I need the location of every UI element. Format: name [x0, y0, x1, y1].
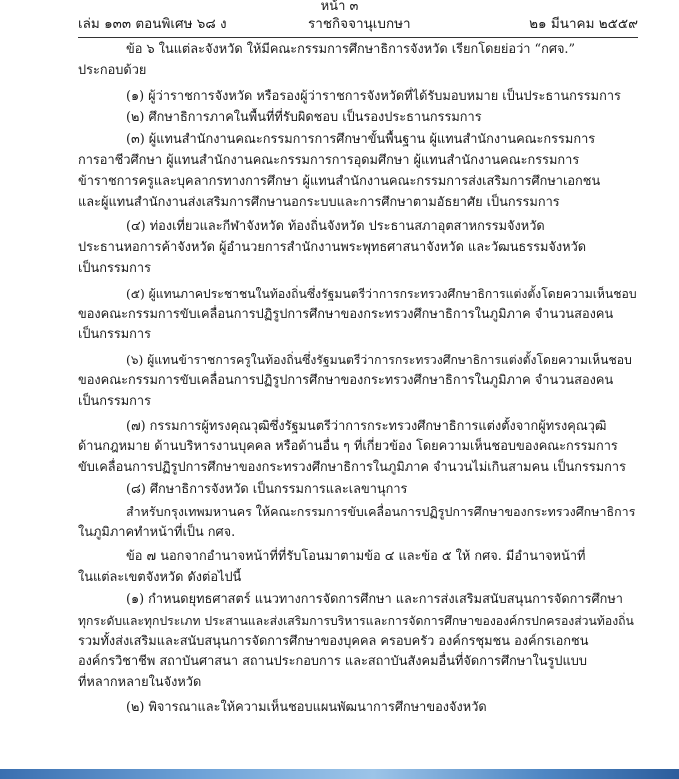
text-line-l6: การอาชีวศึกษา ผู้แทนสำนักงานคณะกรรมการการอุดมศึกษา ผู้แทนสำนักงานคณะกรรมการ: [78, 152, 580, 168]
text-line-l5: (๓) ผู้แทนสำนักงานคณะกรรมการการศึกษาขั้นพื้นฐาน ผู้แทนสำนักงานคณะกรรมการ: [126, 132, 596, 148]
text-line-l16: ของคณะกรรมการขับเคลื่อนการปฏิรูปการศึกษาของกระทรวงศึกษาธิการในภูมิภาค จำนวนสองคน: [78, 372, 614, 388]
volume-info: เล่ม ๑๓๓ ตอนพิเศษ ๖๘ ง: [78, 16, 227, 32]
text-line-l13: ของคณะกรรมการขับเคลื่อนการปฏิรูปการศึกษาของกระทรวงศึกษาธิการในภูมิภาค จำนวนสองคน: [78, 306, 614, 322]
window-bottom-edge: [0, 769, 679, 779]
text-line-l31: (๒) พิจารณาและให้ความเห็นชอบแผนพัฒนาการศึกษาของจังหวัด: [126, 699, 487, 715]
text-line-l20: ขับเคลื่อนการปฏิรูปการศึกษาของกระทรวงศึกษาธิการในภูมิภาค จำนวนไม่เกินสามคน เป็นกรรมการ: [78, 460, 626, 476]
text-line-l29: องค์กรวิชาชีพ สถาบันศาสนา สถานประกอบการ และสถาบันสังคมอื่นที่จัดการศึกษาในรูปแบบ: [78, 654, 587, 670]
text-line-l9: (๔) ท่องเที่ยวและกีฬาจังหวัด ท้องถิ่นจังหวัด ประธานสภาอุตสาหกรรมจังหวัด: [126, 219, 545, 235]
text-line-l19: ด้านกฎหมาย ด้านบริหารงานบุคคล หรือด้านอื่น ๆ ที่เกี่ยวข้อง โดยความเห็นชอบของคณะกรรมการ: [78, 439, 618, 455]
text-line-l10: ประธานหอการค้าจังหวัด ผู้อำนวยการสำนักงานพระพุทธศาสนาจังหวัด และวัฒนธรรมจังหวัด: [78, 240, 587, 256]
header-rule: [78, 37, 638, 38]
text-line-l26: (๑) กำหนดยุทธศาสตร์ แนวทางการจัดการศึกษา และการส่งเสริมสนับสนุนการจัดการศึกษา: [126, 591, 623, 607]
text-line-l14: เป็นกรรมการ: [78, 327, 151, 343]
text-line-l22: สำหรับกรุงเทพมหานคร ให้คณะกรรมการขับเคลื่อนการปฏิรูปการศึกษาของกระทรวงศึกษาธิการ: [126, 503, 636, 519]
text-line-l27: ทุกระดับและทุกประเภท ประสานและส่งเสริมการบริหารและการจัดการศึกษาขององค์กรปกครองส่วนท้องถิ่น: [78, 613, 634, 628]
text-line-l3: (๑) ผู้ว่าราชการจังหวัด หรือรองผู้ว่าราชการจังหวัดที่ได้รับมอบหมาย เป็นประธานกรรมการ: [126, 88, 621, 104]
text-line-l2: ประกอบด้วย: [78, 62, 147, 78]
text-line-l11: เป็นกรรมการ: [78, 260, 151, 276]
publication-date: ๒๑ มีนาคม ๒๕๕๙: [529, 16, 638, 32]
text-line-l21: (๘) ศึกษาธิการจังหวัด เป็นกรรมการและเลขานุการ: [126, 481, 408, 497]
text-line-l12: (๕) ผู้แทนภาคประชาชนในท้องถิ่นซึ่งรัฐมนตรีว่าการกระทรวงศึกษาธิการแต่งตั้งโดยความเห็นชอบ: [126, 286, 637, 301]
text-line-l8: และผู้แทนสำนักงานส่งเสริมการศึกษานอกระบบและการศึกษาตามอัธยาศัย เป็นกรรมการ: [78, 194, 560, 210]
text-line-l18: (๗) กรรมการผู้ทรงคุณวุฒิซึ่งรัฐมนตรีว่าการกระทรวงศึกษาธิการแต่งตั้งจากผู้ทรงคุณวุฒิ: [126, 418, 607, 434]
text-line-l17: เป็นกรรมการ: [78, 393, 151, 409]
text-line-l28: รวมทั้งส่งเสริมและสนับสนุนการจัดการศึกษาของบุคคล ครอบครัว องค์กรชุมชน องค์กรเอกชน: [78, 633, 589, 649]
page-number: หน้า ๓: [320, 0, 359, 14]
text-line-l4: (๒) ศึกษาธิการภาคในพื้นที่ที่รับผิดชอบ เป็นรองประธานกรรมการ: [126, 110, 482, 126]
text-line-l15: (๖) ผู้แทนข้าราชการครูในท้องถิ่นซึ่งรัฐมนตรีว่าการกระทรวงศึกษาธิการแต่งตั้งโดยความเห็นชอบ: [126, 353, 632, 368]
gazette-header: [78, 14, 638, 34]
publication-title: ราชกิจจานุเบกษา: [308, 16, 411, 32]
document-body: [78, 40, 638, 719]
text-line-l25: ในแต่ละเขตจังหวัด ดังต่อไปนี้: [78, 570, 242, 586]
text-line-l1: ข้อ ๖ ในแต่ละจังหวัด ให้มีคณะกรรมการศึกษาธิการจังหวัด เรียกโดยย่อว่า “กศจ.”: [126, 42, 576, 57]
text-line-l30: ที่หลากหลายในจังหวัด: [78, 675, 202, 691]
text-line-l24: ข้อ ๗ นอกจากอำนาจหน้าที่ที่รับโอนมาตามข้อ ๔ และข้อ ๕ ให้ กศจ. มีอำนาจหน้าที่: [126, 549, 586, 565]
text-line-l7: ข้าราชการครูและบุคลากรทางการศึกษา ผู้แทนสำนักงานคณะกรรมการส่งเสริมการศึกษาเอกชน: [78, 173, 601, 189]
text-line-l23: ในภูมิภาคทำหน้าที่เป็น กศจ.: [78, 524, 236, 540]
